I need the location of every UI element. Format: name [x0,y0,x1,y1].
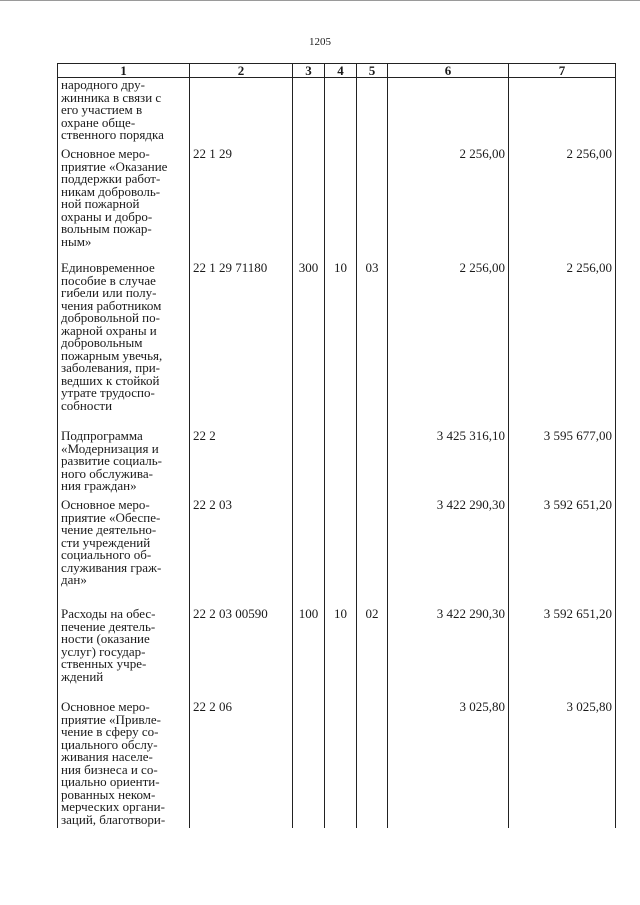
row-col5-cell [357,701,388,828]
table-row [58,608,616,701]
page-number: 1205 [309,36,331,48]
row-value6-cell: 3 025,80 [388,701,509,828]
table-row [58,148,616,262]
row-code-cell: 22 1 29 71180 [190,262,293,430]
row-name-cell: народного дру- жинника в связи с его участием в охране обще- ственного порядка [58,78,190,149]
row-name-cell: Основное меро- приятие «Оказание поддержки работ- никам доброволь- ной пожарной охраны и добро- вольным пожар- ным» [58,148,190,262]
row-value6-cell [388,78,509,149]
row-col4-cell [325,148,357,262]
table-row [58,78,616,149]
budget-table [57,63,616,828]
row-col4-cell: 10 [325,262,357,430]
row-value7-cell: 3 595 677,00 [509,430,616,499]
row-value7-cell: 2 256,00 [509,262,616,430]
column-header-6: 6 [388,64,509,78]
row-name-cell: Основное меро- приятие «Обеспе- чение деятельно- сти учреждений социального об- служивания граж- дан» [58,499,190,608]
row-col3-cell [293,430,325,499]
row-col3-cell [293,701,325,828]
row-value7-cell: 3 592 651,20 [509,499,616,608]
row-code-cell [190,78,293,149]
row-name-cell: Подпрограмма «Модернизация и развитие социаль- ного обслужива- ния граждан» [58,430,190,499]
column-header-1: 1 [58,64,190,78]
column-header-3: 3 [293,64,325,78]
row-col4-cell [325,701,357,828]
row-col5-cell [357,499,388,608]
row-col4-cell [325,430,357,499]
row-value6-cell: 3 422 290,30 [388,499,509,608]
row-value7-cell: 3 592 651,20 [509,608,616,701]
row-col4-cell [325,499,357,608]
column-header-2: 2 [190,64,293,78]
row-col5-cell: 03 [357,262,388,430]
column-header-4: 4 [325,64,357,78]
column-header-7: 7 [509,64,616,78]
row-name-cell: Единовременное пособие в случае гибели или полу- чения работником добровольной по- жарной охраны и добровольным пожарным увечья, заболевания, при- ведших к стойкой утрате трудоспо- собности [58,262,190,430]
row-value6-cell: 2 256,00 [388,262,509,430]
row-value7-cell [509,78,616,149]
row-code-cell: 22 2 [190,430,293,499]
row-col3-cell [293,78,325,149]
row-col5-cell: 02 [357,608,388,701]
row-name-cell: Расходы на обес- печение деятель- ности (оказание услуг) государ- ственных учре- ждений [58,608,190,701]
header-row [58,64,616,78]
row-value6-cell: 3 422 290,30 [388,608,509,701]
row-value6-cell: 2 256,00 [388,148,509,262]
row-col3-cell: 100 [293,608,325,701]
row-value6-cell: 3 425 316,10 [388,430,509,499]
row-col3-cell [293,148,325,262]
row-col4-cell: 10 [325,608,357,701]
table-row [58,701,616,828]
row-col5-cell [357,148,388,262]
row-col3-cell [293,499,325,608]
column-header-5: 5 [357,64,388,78]
row-col3-cell: 300 [293,262,325,430]
page-top-rule [0,0,640,1]
row-col5-cell [357,430,388,499]
row-name-cell: Основное меро- приятие «Привле- чение в сферу со- циального обслу- живания населе- ния бизнеса и со- циально ориенти- рованных неком- мерческих органи- заций, благотвори- [58,701,190,828]
row-code-cell: 22 2 03 [190,499,293,608]
row-col5-cell [357,78,388,149]
row-code-cell: 22 1 29 [190,148,293,262]
row-code-cell: 22 2 06 [190,701,293,828]
row-code-cell: 22 2 03 00590 [190,608,293,701]
table-row [58,499,616,608]
row-value7-cell: 3 025,80 [509,701,616,828]
row-col4-cell [325,78,357,149]
table-row [58,430,616,499]
row-value7-cell: 2 256,00 [509,148,616,262]
table-row [58,262,616,430]
